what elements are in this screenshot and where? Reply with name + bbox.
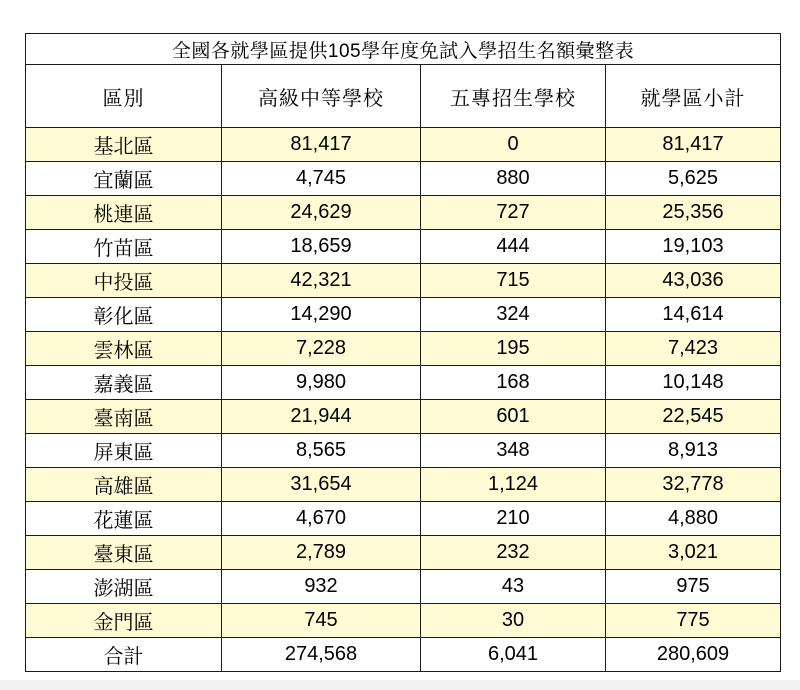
quota-summary-table — [25, 33, 781, 672]
cell-junior-college: 232 — [421, 536, 606, 570]
cell-high-school: 18,659 — [222, 230, 421, 264]
total-row — [26, 638, 781, 672]
cell-high-school: 8,565 — [222, 434, 421, 468]
header-region: 區別 — [26, 65, 222, 128]
table-title-row — [26, 34, 781, 65]
table-row — [26, 264, 781, 298]
bottom-band — [0, 680, 800, 690]
cell-subtotal: 25,356 — [606, 196, 781, 230]
cell-high-school: 4,670 — [222, 502, 421, 536]
cell-region: 高雄區 — [26, 468, 222, 502]
cell-subtotal: 81,417 — [606, 128, 781, 162]
cell-subtotal: 975 — [606, 570, 781, 604]
cell-junior-college: 880 — [421, 162, 606, 196]
cell-high-school: 42,321 — [222, 264, 421, 298]
total-label: 合計 — [26, 638, 222, 672]
cell-junior-college: 0 — [421, 128, 606, 162]
cell-junior-college: 444 — [421, 230, 606, 264]
cell-region: 嘉義區 — [26, 366, 222, 400]
cell-region: 雲林區 — [26, 332, 222, 366]
cell-region: 澎湖區 — [26, 570, 222, 604]
cell-high-school: 932 — [222, 570, 421, 604]
cell-region: 屏東區 — [26, 434, 222, 468]
cell-junior-college: 1,124 — [421, 468, 606, 502]
table-row — [26, 196, 781, 230]
cell-subtotal: 7,423 — [606, 332, 781, 366]
cell-region: 基北區 — [26, 128, 222, 162]
cell-junior-college: 601 — [421, 400, 606, 434]
cell-subtotal: 32,778 — [606, 468, 781, 502]
cell-region: 金門區 — [26, 604, 222, 638]
cell-region: 竹苗區 — [26, 230, 222, 264]
cell-junior-college: 210 — [421, 502, 606, 536]
cell-junior-college: 324 — [421, 298, 606, 332]
table-row — [26, 502, 781, 536]
cell-high-school: 745 — [222, 604, 421, 638]
cell-region: 宜蘭區 — [26, 162, 222, 196]
table-row — [26, 366, 781, 400]
table-row — [26, 332, 781, 366]
cell-region: 彰化區 — [26, 298, 222, 332]
cell-subtotal: 10,148 — [606, 366, 781, 400]
cell-junior-college: 715 — [421, 264, 606, 298]
cell-high-school: 2,789 — [222, 536, 421, 570]
cell-region: 桃連區 — [26, 196, 222, 230]
table-title: 全國各就學區提供105學年度免試入學招生名額彙整表 — [26, 34, 781, 65]
cell-subtotal: 43,036 — [606, 264, 781, 298]
cell-high-school: 9,980 — [222, 366, 421, 400]
cell-high-school: 24,629 — [222, 196, 421, 230]
header-subtotal: 就學區小計 — [606, 65, 781, 128]
cell-junior-college: 195 — [421, 332, 606, 366]
cell-subtotal: 3,021 — [606, 536, 781, 570]
cell-junior-college: 348 — [421, 434, 606, 468]
cell-high-school: 21,944 — [222, 400, 421, 434]
table-row — [26, 570, 781, 604]
table-row — [26, 468, 781, 502]
table-row — [26, 400, 781, 434]
cell-high-school: 81,417 — [222, 128, 421, 162]
cell-subtotal: 5,625 — [606, 162, 781, 196]
cell-region: 臺南區 — [26, 400, 222, 434]
cell-subtotal: 4,880 — [606, 502, 781, 536]
cell-subtotal: 22,545 — [606, 400, 781, 434]
cell-subtotal: 775 — [606, 604, 781, 638]
cell-region: 花蓮區 — [26, 502, 222, 536]
table-row — [26, 298, 781, 332]
cell-region: 臺東區 — [26, 536, 222, 570]
cell-junior-college: 43 — [421, 570, 606, 604]
header-junior-college: 五專招生學校 — [421, 65, 606, 128]
cell-junior-college: 30 — [421, 604, 606, 638]
header-high-school: 高級中等學校 — [222, 65, 421, 128]
cell-region: 中投區 — [26, 264, 222, 298]
cell-high-school: 4,745 — [222, 162, 421, 196]
table-body — [26, 128, 781, 672]
table-row — [26, 128, 781, 162]
cell-high-school: 7,228 — [222, 332, 421, 366]
total-subtotal: 280,609 — [606, 638, 781, 672]
total-high-school: 274,568 — [222, 638, 421, 672]
cell-subtotal: 14,614 — [606, 298, 781, 332]
table-row — [26, 230, 781, 264]
table-row — [26, 604, 781, 638]
table-header-row — [26, 65, 781, 128]
cell-junior-college: 168 — [421, 366, 606, 400]
table-row — [26, 434, 781, 468]
total-junior-college: 6,041 — [421, 638, 606, 672]
table-row — [26, 162, 781, 196]
cell-high-school: 31,654 — [222, 468, 421, 502]
cell-subtotal: 8,913 — [606, 434, 781, 468]
cell-subtotal: 19,103 — [606, 230, 781, 264]
cell-high-school: 14,290 — [222, 298, 421, 332]
table-row — [26, 536, 781, 570]
cell-junior-college: 727 — [421, 196, 606, 230]
